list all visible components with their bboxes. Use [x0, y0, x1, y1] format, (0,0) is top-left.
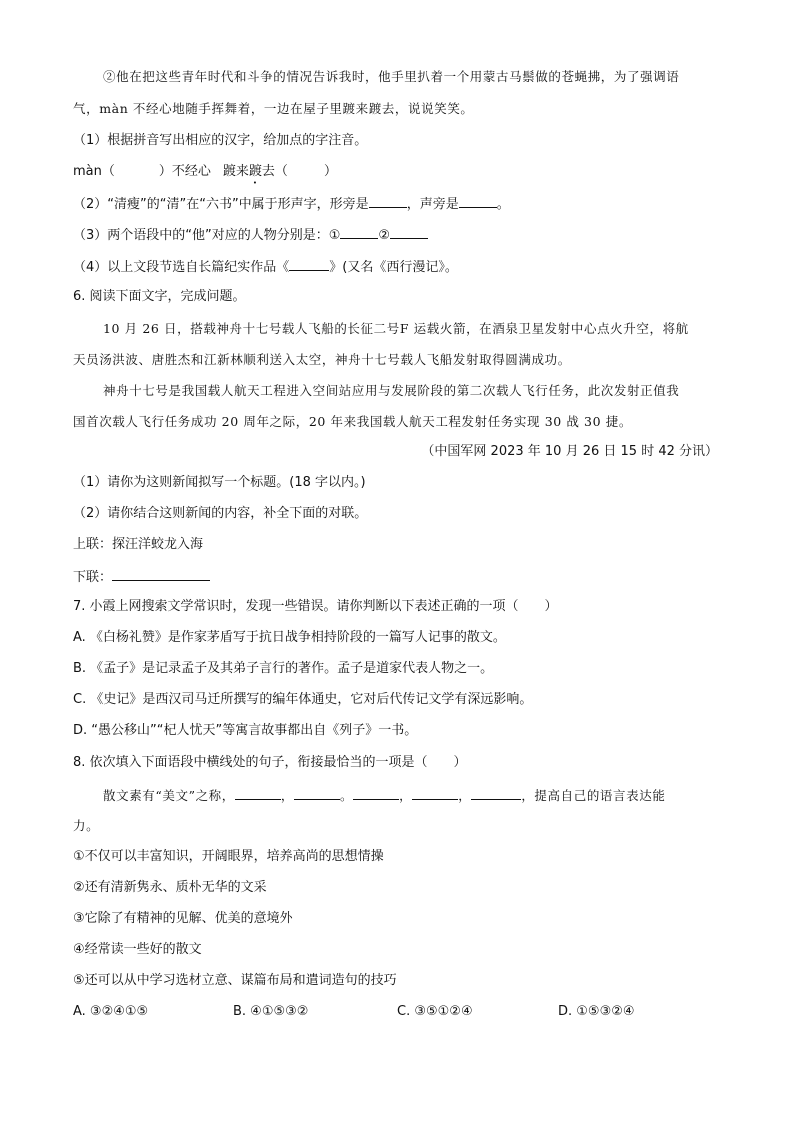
q6-lower-couplet	[73, 567, 210, 587]
q8-sentence-1: ①不仅可以丰富知识，开阔眼界，培养高尚的思想情操	[73, 849, 384, 864]
q6-p1-line2: 天员汤洪波、唐胜杰和江新林顺利送入太空，神舟十七号载人飞船发射取得圆满成功。	[73, 352, 571, 367]
q5-sub1: （1）根据拼音写出相应的汉字，给加点的字注音。	[73, 133, 368, 148]
q5-dot-suffix: 去（	[261, 164, 288, 179]
q6-sub2: （2）请你结合这则新闻的内容，补全下面的对联。	[73, 506, 368, 521]
q5-sub2-c: 。	[496, 197, 510, 212]
q6-blank-lower[interactable]	[112, 567, 210, 581]
q8-sentence-4: ④经常读一些好的散文	[73, 942, 202, 957]
q5-pinyin-line	[73, 163, 337, 187]
q5-sub3-b: ②	[378, 228, 391, 243]
q8-sentence-5: ⑤还可以从中学习选材立意、谋篇布局和遣词造句的技巧	[73, 973, 397, 988]
q5-sub2	[73, 194, 510, 214]
q5-blank-person1[interactable]	[340, 225, 378, 239]
q7-option-d[interactable]: D. “愚公移山”“杞人忧天”等寓言故事都出自《列子》一书。	[73, 723, 418, 738]
q5-sub4-b: 》(又名《西行漫记》。	[329, 260, 458, 275]
q6-title: 6. 阅读下面文字，完成问题。	[73, 289, 246, 304]
q8-option-c[interactable]: C. ③⑤①②④	[397, 1004, 473, 1019]
q8-text-b: ，提高自己的语言表达能	[521, 788, 666, 803]
q5-dot-prefix: 踱来	[222, 164, 249, 179]
q8-blank-4[interactable]	[412, 786, 458, 800]
q8-blank-3[interactable]	[353, 786, 399, 800]
q8-sep1: ，	[280, 788, 294, 803]
q6-upper-couplet: 上联：探汪洋蛟龙入海	[73, 537, 204, 552]
q5-sub4-a: （4）以上文段节选自长篇纪实作品《	[73, 260, 290, 275]
q8-title: 8. 依次填入下面语段中横线处的句子，衔接最恰当的一项是（ ）	[73, 755, 467, 770]
q7-option-c[interactable]: C. 《史记》是西汉司马迁所撰写的编年体通史，它对后代传记文学有深远影响。	[73, 692, 533, 707]
q5-sub2-b: ，声旁是	[406, 197, 459, 212]
q5-blank-person2[interactable]	[390, 225, 428, 239]
q8-blank-1[interactable]	[235, 786, 281, 800]
q6-sub1: （1）请你为这则新闻拟写一个标题。(18 字以内。)	[73, 475, 366, 490]
q5-close-paren: ）	[323, 164, 337, 179]
q5-blank-phonetic[interactable]	[459, 194, 497, 208]
q8-option-a[interactable]: A. ③②④①⑤	[73, 1004, 149, 1019]
q5-blank-radical[interactable]	[369, 194, 407, 208]
q8-sentence-2: ②还有清新隽永、质朴无华的文采	[73, 880, 267, 895]
q5-sub3	[73, 225, 428, 245]
passage5-line2: 气，màn 不经心地随手挥舞着，一边在屋子里踱来踱去，说说笑笑。	[73, 101, 474, 116]
q8-option-b[interactable]: B. ④①⑤③②	[233, 1004, 309, 1019]
q5-pinyin-prefix: màn（	[73, 164, 115, 179]
q8-option-d[interactable]: D. ①⑤③②④	[558, 1004, 635, 1019]
q5-sub3-a: （3）两个语段中的“他”对应的人物分别是：①	[73, 228, 341, 243]
q8-text-a: 散文素有“美文”之称，	[103, 788, 235, 803]
q8-text-line2: 力。	[73, 818, 100, 833]
q8-blank-2[interactable]	[294, 786, 340, 800]
q8-sep3: ，	[399, 788, 413, 803]
q7-title: 7. 小霞上网搜索文学常识时，发现一些错误。请你判断以下表述正确的一项（ ）	[73, 599, 558, 614]
q8-sep2: 。	[340, 788, 354, 803]
q5-sub2-a: （2）“清瘦”的“清”在“六书”中属于形声字，形旁是	[73, 197, 369, 212]
q6-lower-label: 下联：	[73, 570, 113, 585]
q8-sep4: ，	[458, 788, 472, 803]
q6-p2-line2: 国首次载人飞行任务成功 20 周年之际，20 年来我国载人航天工程发射任务实现 30 战 30 捷。	[73, 414, 632, 429]
q8-sentence-3: ③它除了有精神的见解、优美的意境外	[73, 911, 293, 926]
q8-blank-5[interactable]	[471, 786, 521, 800]
q8-text-line1	[103, 786, 665, 805]
q7-option-b[interactable]: B. 《孟子》是记录孟子及其弟子言行的著作。孟子是道家代表人物之一。	[73, 661, 494, 676]
q5-dot-char: 踱	[248, 164, 262, 179]
q6-source: （中国军网 2023 年 10 月 26 日 15 时 42 分讯）	[421, 444, 718, 459]
q5-sub4	[73, 257, 458, 277]
passage5-line1: ②他在把这些青年时代和斗争的情况告诉我时，他手里扒着一个用蒙古马鬃做的苍蝇拂，为了强调语	[103, 69, 680, 84]
q6-p2-line1: 神舟十七号是我国载人航天工程进入空间站应用与发展阶段的第二次载人飞行任务，此次发射正值我	[103, 383, 680, 398]
q6-p1-line1: 10 月 26 日，搭载神舟十七号载人飞船的长征二号F 运载火箭，在酒泉卫星发射中心点火升空，将航	[103, 321, 689, 336]
q5-pinyin-mid: ）不经心	[158, 164, 211, 179]
q5-blank-book[interactable]	[289, 257, 329, 271]
q7-option-a[interactable]: A. 《白杨礼赞》是作家茅盾写于抗日战争相持阶段的一篇写人记事的散文。	[73, 630, 506, 645]
